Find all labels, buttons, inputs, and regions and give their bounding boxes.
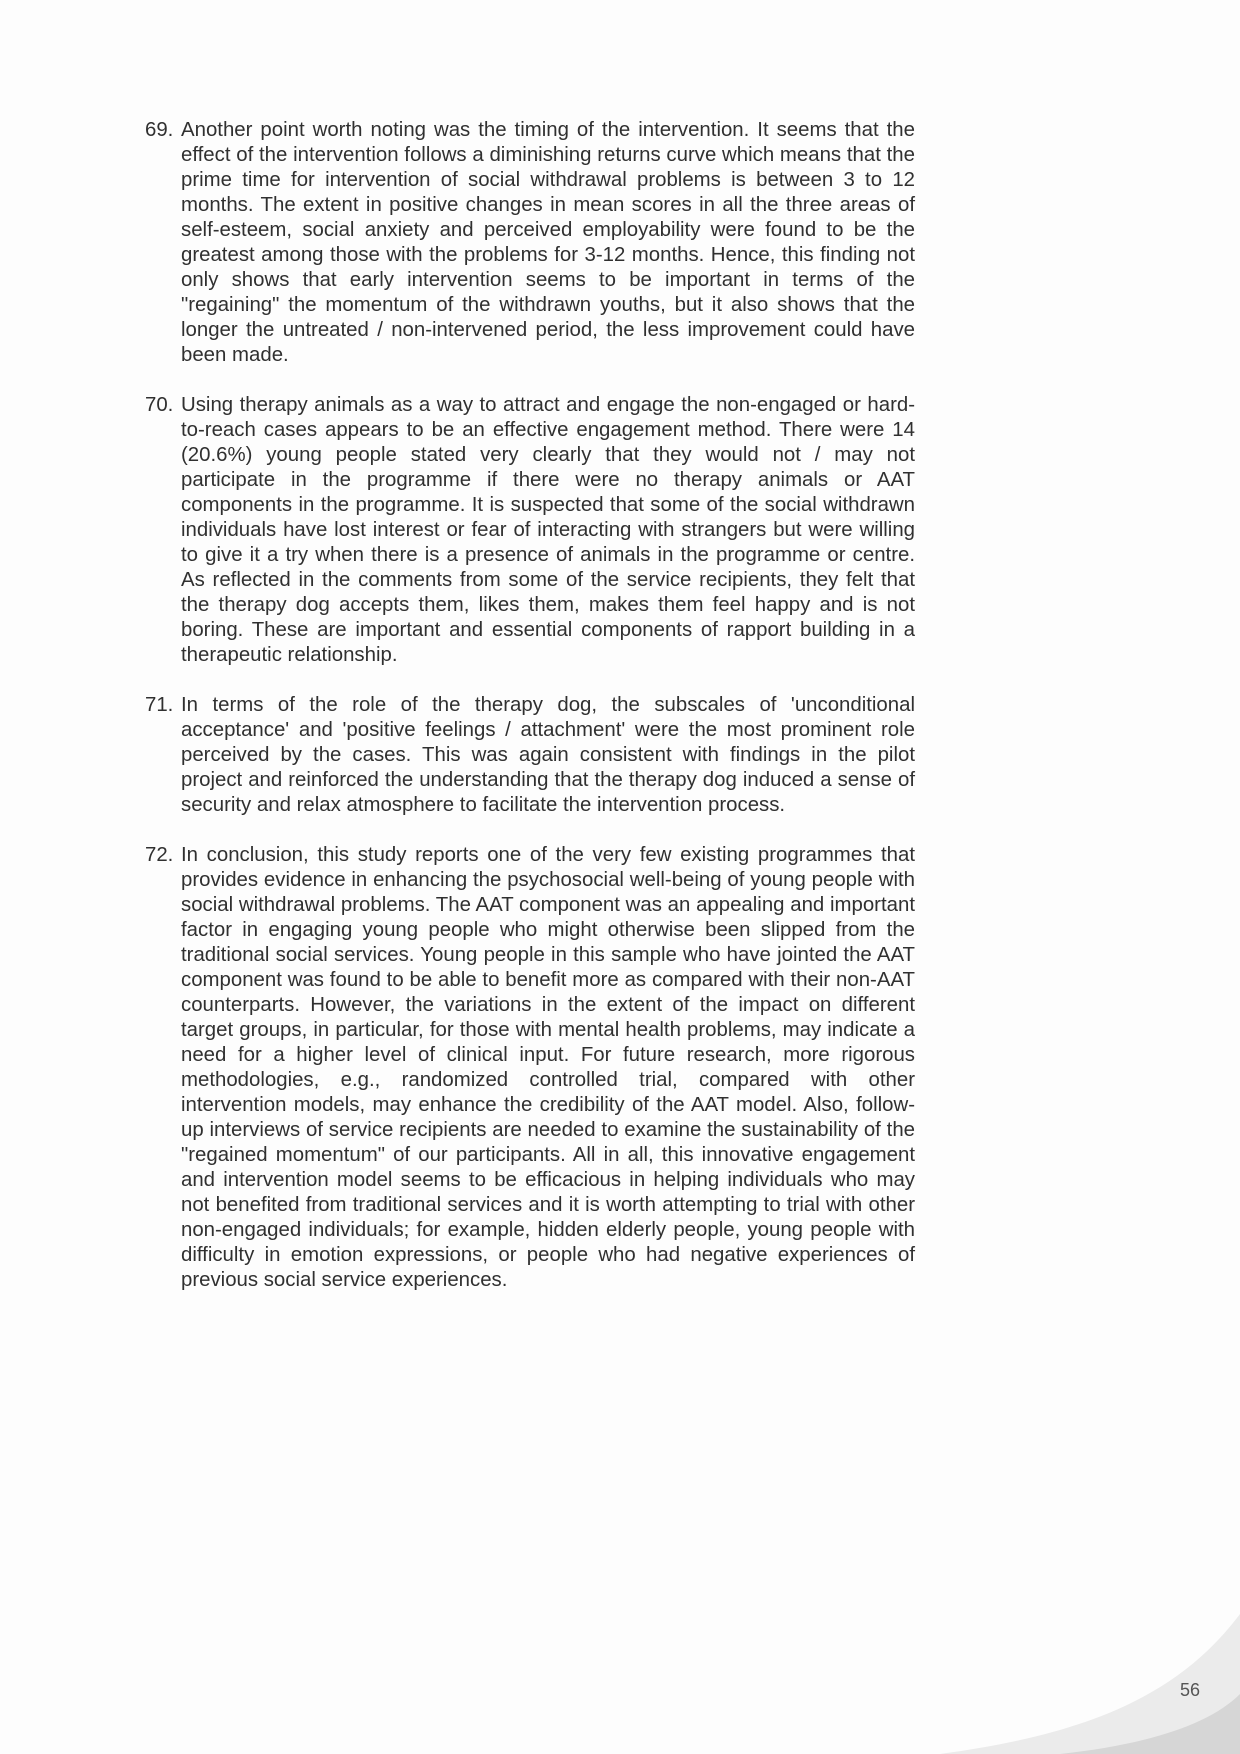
paragraph-text: In conclusion, this study reports one of the very few existing programmes that provides evidence in enhancing the psychosocial well-being of young people with social withdrawal problems. The AAT component was an appealing and important factor in engaging young people who might otherwise been slipped from the traditional social services. Young people in this sample who have jointed the AAT component was found to be able to benefit more as compared with their non-AAT counterparts. However, the variations in the extent of the impact on different target groups, in particular, for those with mental health problems, may indicate a need for a higher level of clinical input. For future research, more rigorous methodologies, e.g., randomized controlled trial, compared with other intervention models, may enhance the credibility of the AAT model. Also, follow-up interviews of service recipients are needed to examine the sustainability of the "regained momentum" of our participants. All in all, this innovative engagement and intervention model seems to be efficacious in helping individuals who may not benefited from traditional services and it is worth attempting to trial with other non-engaged individuals; for example, hidden elderly people, young people with difficulty in emotion expressions, or people who had negative experiences of previous social service experiences.: [181, 844, 915, 1291]
paragraph-number: 69.: [145, 119, 174, 141]
paragraph-text: In terms of the role of the therapy dog, the subscales of 'unconditional acceptance' and 'positive feelings / attachment' were the most prominent role perceived by the cases. This was again consistent with findings in the pilot project and reinforced the understanding that the therapy dog induced a sense of security and relax atmosphere to facilitate the intervention process.: [181, 694, 915, 816]
paragraph-69: [145, 118, 915, 368]
paragraph-70: [145, 393, 915, 668]
page-number: 56: [1179, 1680, 1200, 1700]
paragraph-text: Another point worth noting was the timing of the intervention. It seems that the effect of the intervention follows a diminishing returns curve which means that the prime time for intervention of social withdrawal problems is between 3 to 12 months. The extent in positive changes in mean scores in all the three areas of self-esteem, social anxiety and perceived employability were found to be the greatest among those with the problems for 3-12 months. Hence, this finding not only shows that early intervention seems to be important in terms of the "regaining" the momentum of the withdrawn youths, but it also shows that the longer the untreated / non-intervened period, the less improvement could have been made.: [181, 119, 915, 366]
paragraph-71: [145, 693, 915, 818]
paragraph-number: 70.: [145, 394, 174, 416]
paragraph-number: 71.: [145, 694, 174, 716]
paragraph-text: Using therapy animals as a way to attract and engage the non-engaged or hard-to-reach cases appears to be an effective engagement method. There were 14 (20.6%) young people stated very clearly that they would not / may not participate in the programme if there were no therapy animals or AAT components in the programme. It is suspected that some of the social withdrawn individuals have lost interest or fear of interacting with strangers but were willing to give it a try when there is a presence of animals in the programme or centre. As reflected in the comments from some of the service recipients, they felt that the therapy dog accepts them, likes them, makes them feel happy and is not boring. These are important and essential components of rapport building in a therapeutic relationship.: [181, 394, 915, 666]
body-text: [145, 118, 915, 1318]
paragraph-72: [145, 843, 915, 1293]
paragraph-number: 72.: [145, 844, 174, 866]
